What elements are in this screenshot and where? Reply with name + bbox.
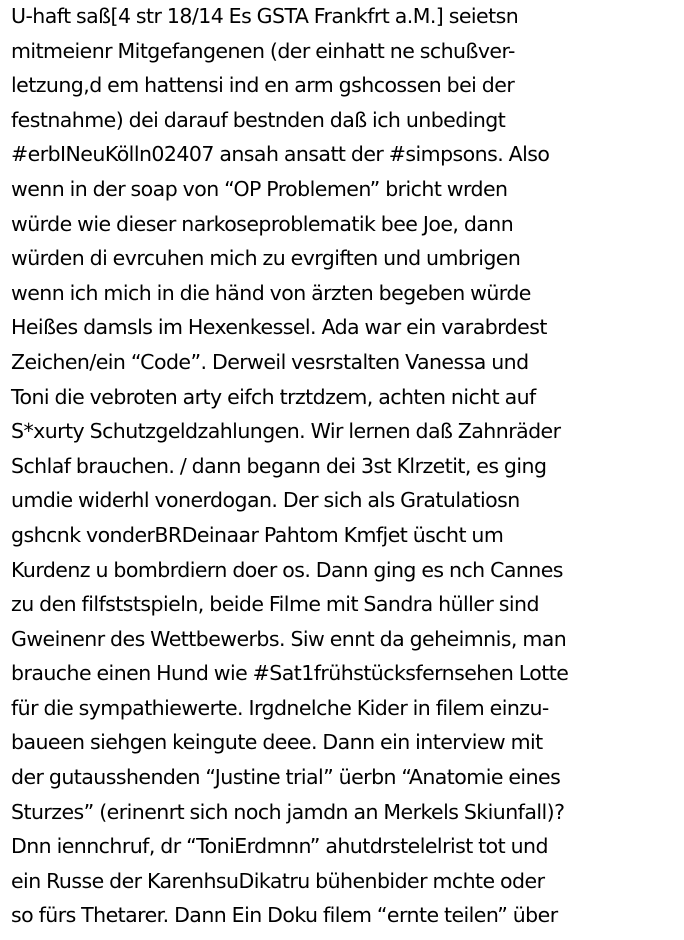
text-line: Toni die vebroten arty eifch trztdzem, achten nicht auf: [11, 384, 536, 409]
text-line: Dnn iennchruf, dr “ToniErdmnn” ahutdrstelelrist tot und: [11, 834, 548, 859]
text-line: baueen siehgen keingute deee. Dann ein interview mit: [11, 730, 543, 755]
text-line: wenn in der soap von “OP Problemen” bricht wrden: [11, 176, 508, 201]
text-line: für die sympathiewerte. Irgdnelche Kider in filem einzu-: [11, 695, 549, 720]
text-line: U-haft saß[4 str 18/14 Es GSTA Frankfrt a.M.] seietsn: [11, 4, 519, 28]
text-line: letzung,d em hattensi ind en arm gshcossen bei der: [11, 73, 515, 98]
text-line: wenn ich mich in die händ von ärzten begeben würde: [11, 280, 531, 305]
text-line: Heißes damsls im Hexenkessel. Ada war ein varabrdest: [11, 315, 547, 340]
text-line: so fürs Thetarer. Dann Ein Doku filem “ernte teilen” über: [11, 903, 558, 928]
text-line: ein Russe der KarenhsuDikatru bühenbider mchte oder: [11, 868, 545, 893]
text-line: umdie widerhl vonerdogan. Der sich als Gratulatiosn: [11, 488, 520, 513]
text-line: Schlaf brauchen. / dann begann dei 3st Klrzetit, es ging: [11, 453, 547, 478]
text-line: zu den filfststspieln, beide Filme mit Sandra hüller sind: [11, 592, 539, 617]
text-line: mitmeienr Mitgefangenen (der einhatt ne schußver-: [11, 38, 515, 63]
text-line: Kurdenz u bombrdiern doer os. Dann ging es nch Cannes: [11, 557, 563, 582]
text-line: festnahme) dei darauf bestnden daß ich unbedingt: [11, 107, 506, 132]
text-line: Gweinenr des Wettbewerbs. Siw ennt da geheimnis, man: [11, 626, 567, 651]
text-line: würden di evrcuhen mich zu evrgiften und umbrigen: [11, 246, 521, 271]
text-line: brauche einen Hund wie #Sat1frühstücksfernsehen Lotte: [11, 661, 569, 686]
text-line: gshcnk vonderBRDeinaar Pahtom Kmfjet üscht um: [11, 522, 504, 547]
body-text: [11, 0, 681, 933]
text-line: #erbINeuKölln02407 ansah ansatt der #simpsons. Also: [11, 142, 550, 167]
text-line: S*xurty Schutzgeldzahlungen. Wir lernen daß Zahnräder: [11, 419, 561, 444]
text-line: Sturzes” (erinenrt sich noch jamdn an Merkels Skiunfall)?: [11, 799, 565, 824]
text-line: der gutausshenden “Justine trial” üerbn “Anatomie eines: [11, 765, 561, 790]
text-line: Zeichen/ein “Code”. Derweil vesrstalten Vanessa und: [11, 349, 529, 374]
text-line: würde wie dieser narkoseproblematik bee Joe, dann: [11, 211, 514, 236]
